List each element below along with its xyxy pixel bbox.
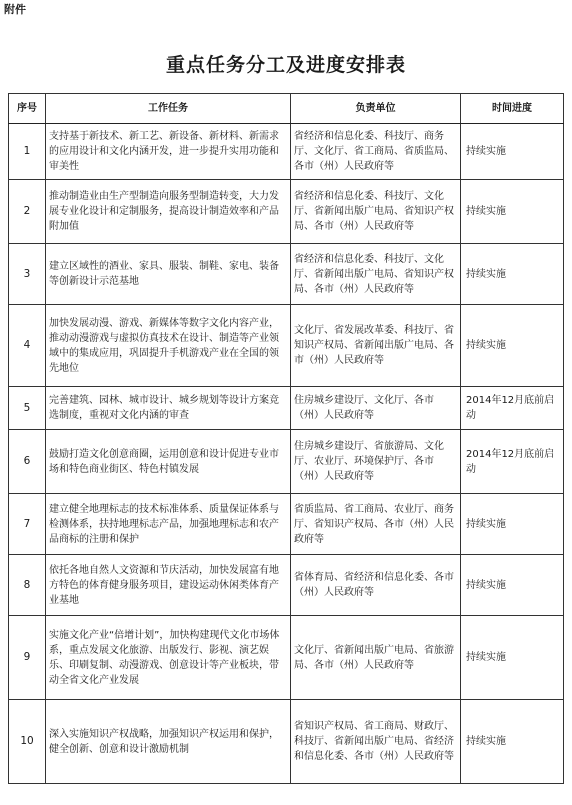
table-row	[9, 616, 564, 700]
table-row	[9, 494, 564, 555]
attachment-label: 附件	[4, 3, 26, 16]
row-number: 8	[9, 555, 46, 616]
row-progress: 持续实施	[461, 555, 564, 616]
table-row	[9, 387, 564, 430]
row-task: 依托各地自然人文资源和节庆活动，加快发展富有地方特色的体育健身服务项目，建设运动休闲类体育产业基地	[46, 555, 291, 616]
row-progress: 持续实施	[461, 244, 564, 305]
column-header-no: 序号	[9, 94, 46, 124]
row-progress: 2014年12月底前启动	[461, 430, 564, 494]
row-unit: 省知识产权局、省工商局、财政厅、科技厅、省新闻出版广电局、省经济和信息化委、各市（州）人民政府等	[291, 700, 461, 784]
column-header-progress: 时间进度	[461, 94, 564, 124]
row-unit: 省经济和信息化委、科技厅、文化厅、省新闻出版广电局、省知识产权局、各市（州）人民政府等	[291, 244, 461, 305]
row-task: 建立健全地理标志的技术标准体系、质量保证体系与检测体系，扶持地理标志产品，加强地理标志和农产品商标的注册和保护	[46, 494, 291, 555]
row-unit: 省体育局、省经济和信息化委、各市（州）人民政府等	[291, 555, 461, 616]
row-number: 4	[9, 305, 46, 387]
row-task: 鼓励打造文化创意商圈，运用创意和设计促进专业市场和特色商业街区、特色村镇发展	[46, 430, 291, 494]
table-row	[9, 700, 564, 784]
table-header-row	[9, 94, 564, 124]
row-unit: 省经济和信息化委、科技厅、商务厅、文化厅、省工商局、省质监局、各市（州）人民政府等	[291, 124, 461, 180]
row-progress: 2014年12月底前启动	[461, 387, 564, 430]
row-task: 加快发展动漫、游戏、新媒体等数字文化内容产业，推动动漫游戏与虚拟仿真技术在设计、制造等产业领域中的集成应用，巩固提升手机游戏产业在全国的领先地位	[46, 305, 291, 387]
row-task: 深入实施知识产权战略，加强知识产权运用和保护，健全创新、创意和设计激励机制	[46, 700, 291, 784]
row-unit: 省经济和信息化委、科技厅、文化厅、省新闻出版广电局、省知识产权局、各市（州）人民政府等	[291, 180, 461, 244]
row-number: 3	[9, 244, 46, 305]
row-number: 1	[9, 124, 46, 180]
row-number: 5	[9, 387, 46, 430]
row-number: 7	[9, 494, 46, 555]
table-row	[9, 555, 564, 616]
task-table	[8, 93, 564, 784]
row-unit: 文化厅、省发展改革委、科技厅、省知识产权局、省新闻出版广电局、各市（州）人民政府等	[291, 305, 461, 387]
row-task: 推动制造业由生产型制造向服务型制造转变，大力发展专业化设计和定制服务，提高设计制造效率和产品附加值	[46, 180, 291, 244]
row-task: 支持基于新技术、新工艺、新设备、新材料、新需求的应用设计和文化内涵开发，进一步提升实用功能和审美性	[46, 124, 291, 180]
table-row	[9, 180, 564, 244]
row-number: 2	[9, 180, 46, 244]
row-task: 建立区域性的酒业、家具、服装、制鞋、家电、装备等创新设计示范基地	[46, 244, 291, 305]
table-row	[9, 244, 564, 305]
row-task: 完善建筑、园林、城市设计、城乡规划等设计方案竞选制度，重视对文化内涵的审查	[46, 387, 291, 430]
table-row	[9, 124, 564, 180]
row-unit: 文化厅、省新闻出版广电局、省旅游局、各市（州）人民政府等	[291, 616, 461, 700]
row-progress: 持续实施	[461, 305, 564, 387]
page-title: 重点任务分工及进度安排表	[165, 54, 406, 76]
row-progress: 持续实施	[461, 616, 564, 700]
row-number: 6	[9, 430, 46, 494]
row-number: 10	[9, 700, 46, 784]
table-row	[9, 305, 564, 387]
row-progress: 持续实施	[461, 494, 564, 555]
row-task: 实施文化产业“倍增计划”，加快构建现代文化市场体系，重点发展文化旅游、出版发行、影视、演艺娱乐、印刷复制、动漫游戏、创意设计等产业板块，带动全省文化产业发展	[46, 616, 291, 700]
row-number: 9	[9, 616, 46, 700]
row-progress: 持续实施	[461, 124, 564, 180]
table-row	[9, 430, 564, 494]
row-progress: 持续实施	[461, 700, 564, 784]
column-header-unit: 负责单位	[291, 94, 461, 124]
row-unit: 住房城乡建设厅、文化厅、各市（州）人民政府等	[291, 387, 461, 430]
row-progress: 持续实施	[461, 180, 564, 244]
row-unit: 省质监局、省工商局、农业厅、商务厅、省知识产权局、各市（州）人民政府等	[291, 494, 461, 555]
row-unit: 住房城乡建设厅、省旅游局、文化厅、农业厅、环境保护厅、各市（州）人民政府等	[291, 430, 461, 494]
column-header-task: 工作任务	[46, 94, 291, 124]
